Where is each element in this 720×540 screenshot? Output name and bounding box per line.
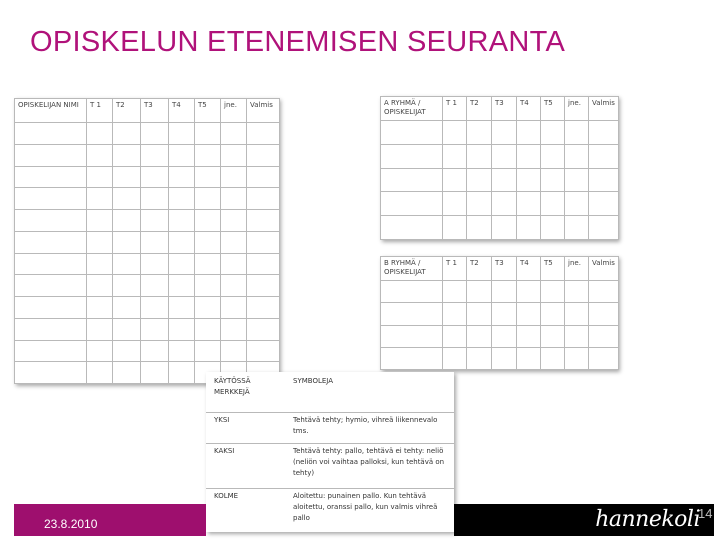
student-table-cell[interactable] <box>87 231 113 253</box>
student-table-row <box>15 210 280 232</box>
student-table-cell[interactable] <box>15 144 87 166</box>
footer-left-band <box>14 504 206 536</box>
group-b-table-cell[interactable] <box>443 347 467 369</box>
student-table-cell[interactable] <box>141 210 169 232</box>
group-b-table-header-row <box>381 257 619 281</box>
student-table-cell[interactable] <box>141 123 169 145</box>
group-b-table-cell[interactable] <box>467 325 492 347</box>
group-a-table-cell[interactable] <box>565 192 589 216</box>
group-b-table-header-cell: T3 <box>492 257 517 281</box>
group-a-table-cell[interactable] <box>443 121 467 145</box>
student-table-header-cell: T 1 <box>87 99 113 123</box>
student-table-cell[interactable] <box>169 231 195 253</box>
group-b-table-header-cell: T5 <box>541 257 565 281</box>
group-b-table-cell[interactable] <box>492 325 517 347</box>
group-a-table-row <box>381 216 619 240</box>
student-table-header-cell: jne. <box>221 99 247 123</box>
legend-header-row <box>206 372 454 412</box>
student-progress-table <box>14 98 279 384</box>
student-table-cell[interactable] <box>169 340 195 362</box>
legend-row <box>206 444 454 488</box>
group-a-table-header-cell: T 1 <box>443 97 467 121</box>
student-table-cell[interactable] <box>113 166 141 188</box>
student-table-cell[interactable] <box>141 318 169 340</box>
student-table-cell[interactable] <box>221 123 247 145</box>
group-b-table-cell[interactable] <box>381 303 443 325</box>
student-table-cell[interactable] <box>113 275 141 297</box>
group-a-table-cell[interactable] <box>443 216 467 240</box>
group-a-table-cell[interactable] <box>517 121 541 145</box>
group-b-table <box>380 256 618 370</box>
group-b-table-cell[interactable] <box>467 347 492 369</box>
student-table-cell[interactable] <box>195 188 221 210</box>
student-table-cell[interactable] <box>195 144 221 166</box>
group-a-table-header-cell: Valmis <box>589 97 619 121</box>
student-table-cell[interactable] <box>247 340 280 362</box>
group-a-table-cell[interactable] <box>381 216 443 240</box>
group-a-table-cell[interactable] <box>541 216 565 240</box>
student-table-cell[interactable] <box>221 188 247 210</box>
group-a-table-cell[interactable] <box>589 192 619 216</box>
group-a-table-cell[interactable] <box>589 216 619 240</box>
student-table-cell[interactable] <box>141 253 169 275</box>
student-table-cell[interactable] <box>87 253 113 275</box>
group-a-table-cell[interactable] <box>443 192 467 216</box>
student-table-header-row <box>15 99 280 123</box>
group-a-table-cell[interactable] <box>492 121 517 145</box>
legend-row-text: Tehtävä tehty; hymio, vihreä liikennevalo tms. <box>290 412 454 444</box>
group-a-table-cell[interactable] <box>381 168 443 192</box>
student-table-header-cell: OPISKELIJAN NIMI <box>15 99 87 123</box>
legend-row-label: KOLME <box>214 491 239 500</box>
student-table-cell[interactable] <box>113 340 141 362</box>
student-table-cell[interactable] <box>221 275 247 297</box>
group-a-table-cell[interactable] <box>517 192 541 216</box>
student-table-row <box>15 253 280 275</box>
footer-right-band <box>454 504 714 536</box>
group-b-table-cell[interactable] <box>565 303 589 325</box>
legend-row-text: Aloitettu: punainen pallo. Kun tehtävä aloitettu, oranssi pallo, kun valmis vihreä pallo <box>293 491 438 522</box>
group-b-table-cell[interactable] <box>443 303 467 325</box>
group-b-table-cell[interactable] <box>492 303 517 325</box>
student-table-cell[interactable] <box>15 340 87 362</box>
student-table-cell[interactable] <box>113 297 141 319</box>
group-a-table-cell[interactable] <box>467 121 492 145</box>
group-b-table-cell[interactable] <box>517 303 541 325</box>
group-b-table-header-cell: T2 <box>467 257 492 281</box>
group-a-table-cell[interactable] <box>467 216 492 240</box>
student-table-cell[interactable] <box>169 166 195 188</box>
group-a-table-cell[interactable] <box>517 216 541 240</box>
student-table-cell[interactable] <box>247 275 280 297</box>
student-table-cell[interactable] <box>247 253 280 275</box>
group-a-table-row <box>381 121 619 145</box>
group-a-table-cell[interactable] <box>381 121 443 145</box>
group-a-table-cell[interactable] <box>541 168 565 192</box>
student-table-cell[interactable] <box>195 210 221 232</box>
student-table-row <box>15 318 280 340</box>
student-table-cell[interactable] <box>169 188 195 210</box>
group-b-table-cell[interactable] <box>565 281 589 303</box>
student-table-cell[interactable] <box>247 318 280 340</box>
page-number: 14 <box>698 506 713 521</box>
group-a-table-cell[interactable] <box>517 144 541 168</box>
group-a-table-header-row <box>381 97 619 121</box>
group-b-table-cell[interactable] <box>589 325 619 347</box>
student-table-row <box>15 275 280 297</box>
student-table-row <box>15 297 280 319</box>
group-a-table-cell[interactable] <box>565 216 589 240</box>
student-table-cell[interactable] <box>113 231 141 253</box>
student-table-cell[interactable] <box>247 210 280 232</box>
student-table-cell[interactable] <box>15 253 87 275</box>
group-a-table-row <box>381 144 619 168</box>
student-table-cell[interactable] <box>87 275 113 297</box>
group-a-table-cell[interactable] <box>492 216 517 240</box>
student-table-cell[interactable] <box>87 210 113 232</box>
student-table-row <box>15 231 280 253</box>
student-table-cell[interactable] <box>247 144 280 166</box>
student-table-cell[interactable] <box>113 210 141 232</box>
group-b-table-cell[interactable] <box>565 347 589 369</box>
group-a-table-header-cell: T5 <box>541 97 565 121</box>
group-b-table-header-cell: B RYHMÄ / OPISKELIJAT <box>381 257 443 281</box>
group-b-table-cell[interactable] <box>467 303 492 325</box>
student-table-cell[interactable] <box>247 123 280 145</box>
group-a-table-cell[interactable] <box>381 144 443 168</box>
group-a-table-cell[interactable] <box>467 168 492 192</box>
student-table-cell[interactable] <box>113 253 141 275</box>
company-logo: hannekoli <box>595 507 700 532</box>
student-table-row <box>15 144 280 166</box>
student-table-cell[interactable] <box>195 123 221 145</box>
group-a-table-cell[interactable] <box>517 168 541 192</box>
group-b-table-row <box>381 281 619 303</box>
student-table-cell[interactable] <box>195 166 221 188</box>
student-table-cell[interactable] <box>87 362 113 384</box>
student-table-header-cell: T4 <box>169 99 195 123</box>
group-b-table-cell[interactable] <box>443 281 467 303</box>
student-table-cell[interactable] <box>15 210 87 232</box>
group-b-table-row <box>381 325 619 347</box>
student-table-header-cell: T3 <box>141 99 169 123</box>
group-a-table-cell[interactable] <box>589 144 619 168</box>
student-table-cell[interactable] <box>113 144 141 166</box>
student-table-cell[interactable] <box>113 362 141 384</box>
student-table-cell[interactable] <box>15 166 87 188</box>
student-table-cell[interactable] <box>169 210 195 232</box>
student-table-cell[interactable] <box>87 166 113 188</box>
group-a-table-header-cell: jne. <box>565 97 589 121</box>
group-b-table-cell[interactable] <box>381 281 443 303</box>
legend-row <box>206 412 454 444</box>
student-table-cell[interactable] <box>221 210 247 232</box>
student-table-cell[interactable] <box>169 275 195 297</box>
student-table-cell[interactable] <box>247 166 280 188</box>
student-table-cell[interactable] <box>87 144 113 166</box>
student-table-cell[interactable] <box>141 188 169 210</box>
student-table-cell[interactable] <box>221 253 247 275</box>
student-table-cell[interactable] <box>87 297 113 319</box>
slide-title: OPISKELUN ETENEMISEN SEURANTA <box>30 26 566 58</box>
group-a-table-cell[interactable] <box>492 144 517 168</box>
student-table-cell[interactable] <box>169 253 195 275</box>
student-table-header-cell: Valmis <box>247 99 280 123</box>
group-a-table-header-cell: T2 <box>467 97 492 121</box>
group-a-table-cell[interactable] <box>589 121 619 145</box>
student-table-cell[interactable] <box>113 188 141 210</box>
student-table-row <box>15 166 280 188</box>
group-a-table-cell[interactable] <box>589 168 619 192</box>
group-b-table-cell[interactable] <box>541 281 565 303</box>
group-b-table-cell[interactable] <box>517 281 541 303</box>
footer-date: 23.8.2010 <box>44 517 98 531</box>
group-b-table-row <box>381 347 619 369</box>
student-table-cell[interactable] <box>113 318 141 340</box>
student-table-cell[interactable] <box>169 297 195 319</box>
group-a-table-cell[interactable] <box>467 192 492 216</box>
student-table-cell[interactable] <box>221 144 247 166</box>
student-table-cell[interactable] <box>15 231 87 253</box>
group-a-table-cell[interactable] <box>443 144 467 168</box>
group-a-table-cell[interactable] <box>541 192 565 216</box>
student-table-cell[interactable] <box>195 275 221 297</box>
student-table-cell[interactable] <box>87 318 113 340</box>
group-a-table-cell[interactable] <box>565 144 589 168</box>
legend-header-label: KÄYTÖSSÄ MERKKEJÄ <box>206 372 290 412</box>
student-table-cell[interactable] <box>15 123 87 145</box>
student-table-cell[interactable] <box>15 297 87 319</box>
student-table-cell[interactable] <box>195 231 221 253</box>
group-a-table-header-cell: T3 <box>492 97 517 121</box>
group-a-table-cell[interactable] <box>467 144 492 168</box>
group-b-table-cell[interactable] <box>541 303 565 325</box>
group-a-table-cell[interactable] <box>565 168 589 192</box>
group-a-table-row <box>381 192 619 216</box>
student-table-row <box>15 123 280 145</box>
student-table-cell[interactable] <box>15 318 87 340</box>
group-a-table-header-cell: A RYHMÄ / OPISKELIJAT <box>381 97 443 121</box>
student-table-cell[interactable] <box>141 231 169 253</box>
student-table-cell[interactable] <box>169 144 195 166</box>
group-a-table-cell[interactable] <box>492 168 517 192</box>
group-b-table-cell[interactable] <box>541 347 565 369</box>
slide-footer <box>14 504 714 536</box>
student-table-cell[interactable] <box>247 231 280 253</box>
student-table-cell[interactable] <box>221 231 247 253</box>
student-table-cell[interactable] <box>87 188 113 210</box>
group-b-table-cell[interactable] <box>381 347 443 369</box>
group-a-table-cell[interactable] <box>541 144 565 168</box>
student-table-cell[interactable] <box>87 340 113 362</box>
group-a-table-cell[interactable] <box>443 168 467 192</box>
student-table-cell[interactable] <box>195 340 221 362</box>
student-table-cell[interactable] <box>195 297 221 319</box>
student-table-cell[interactable] <box>247 188 280 210</box>
student-table-cell[interactable] <box>141 144 169 166</box>
legend-header-symbols: SYMBOLEJA <box>290 372 454 412</box>
group-b-table-cell[interactable] <box>565 325 589 347</box>
student-table-header-cell: T2 <box>113 99 141 123</box>
group-b-table-cell[interactable] <box>492 347 517 369</box>
student-table-cell[interactable] <box>247 297 280 319</box>
student-table-cell[interactable] <box>141 166 169 188</box>
group-a-table-cell[interactable] <box>541 121 565 145</box>
student-table-cell[interactable] <box>221 166 247 188</box>
group-b-table-header-cell: T 1 <box>443 257 467 281</box>
student-table-header-cell: T5 <box>195 99 221 123</box>
student-table-cell[interactable] <box>195 253 221 275</box>
group-b-table-cell[interactable] <box>589 303 619 325</box>
group-b-table-cell[interactable] <box>541 325 565 347</box>
student-table-cell[interactable] <box>141 275 169 297</box>
group-b-table-cell[interactable] <box>381 325 443 347</box>
student-table-cell[interactable] <box>141 297 169 319</box>
group-b-table-row <box>381 303 619 325</box>
student-table-cell[interactable] <box>221 297 247 319</box>
student-table-cell[interactable] <box>195 318 221 340</box>
group-b-table-cell[interactable] <box>467 281 492 303</box>
student-table-row <box>15 340 280 362</box>
student-table-cell[interactable] <box>15 275 87 297</box>
legend-row-label: YKSI <box>206 412 290 444</box>
group-a-table <box>380 96 618 240</box>
legend-row-text: Tehtävä tehty: pallo, tehtävä ei tehty: neliö (neliön voi vaihtaa palloksi, kun tehtävä on tehty) <box>290 444 454 488</box>
group-b-table-cell[interactable] <box>492 281 517 303</box>
group-a-table-cell[interactable] <box>381 192 443 216</box>
legend-row-label: KAKSI <box>206 444 290 488</box>
group-a-table-cell[interactable] <box>565 121 589 145</box>
student-table-cell[interactable] <box>169 362 195 384</box>
student-table-cell[interactable] <box>141 362 169 384</box>
group-b-table-header-cell: jne. <box>565 257 589 281</box>
group-a-table-header-cell: T4 <box>517 97 541 121</box>
group-b-table-cell[interactable] <box>443 325 467 347</box>
group-b-table-header-cell: Valmis <box>589 257 619 281</box>
student-table-cell[interactable] <box>169 318 195 340</box>
group-b-table-cell[interactable] <box>517 347 541 369</box>
student-table-row <box>15 188 280 210</box>
group-a-table-cell[interactable] <box>492 192 517 216</box>
student-table-cell[interactable] <box>15 362 87 384</box>
student-table-cell[interactable] <box>141 340 169 362</box>
student-table-cell[interactable] <box>87 123 113 145</box>
group-b-table-cell[interactable] <box>517 325 541 347</box>
student-table-cell[interactable] <box>15 188 87 210</box>
student-table-cell[interactable] <box>169 123 195 145</box>
group-a-table-row <box>381 168 619 192</box>
student-table-cell[interactable] <box>113 123 141 145</box>
student-table-cell[interactable] <box>221 340 247 362</box>
group-b-table-cell[interactable] <box>589 347 619 369</box>
group-b-table-header-cell: T4 <box>517 257 541 281</box>
group-b-table-cell[interactable] <box>589 281 619 303</box>
student-table-cell[interactable] <box>221 318 247 340</box>
